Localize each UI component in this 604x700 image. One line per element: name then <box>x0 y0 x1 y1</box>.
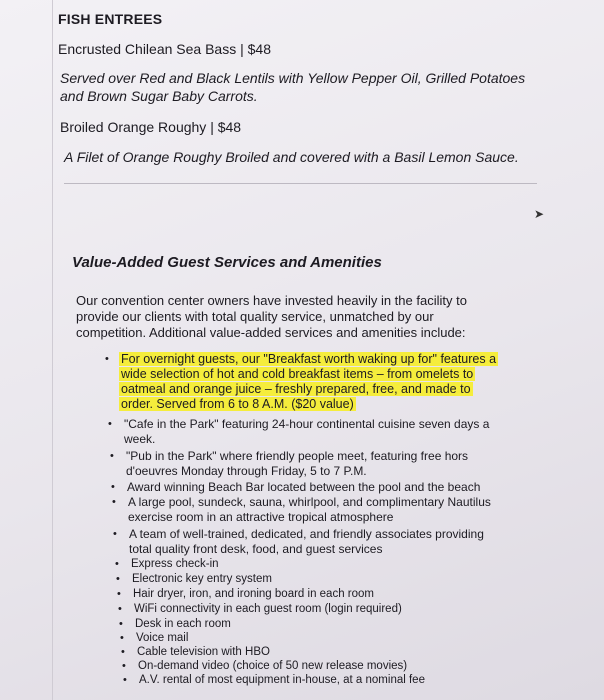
bullet-icon: • <box>118 603 122 615</box>
services-title: Value-Added Guest Services and Amenities <box>72 254 382 271</box>
description-line: Served over Red and Black Lentils with Yellow Pepper Oil, Grilled Potatoes <box>60 70 526 86</box>
amenity-item-hair-dryer: • Hair dryer, iron, and ironing board in each room <box>117 588 374 600</box>
dish-name-orange-roughy: Broiled Orange Roughy | $48 <box>60 119 242 135</box>
amenity-item-cafe: • "Cafe in the Park" featuring 24-hour continental cuisine seven days a week. <box>108 417 490 446</box>
amenity-item-team: • A team of well-trained, dedicated, and friendly associates providing total quality front desk, food, and guest services <box>113 527 484 556</box>
bullet-icon: • <box>117 588 121 600</box>
bullet-icon: • <box>121 646 125 658</box>
bullet-icon: • <box>111 481 115 493</box>
amenity-item-check-in: • Express check-in <box>115 558 219 570</box>
bullet-icon: • <box>108 418 112 430</box>
amenity-item-av-rental: • A.V. rental of most equipment in-house, at a nominal fee <box>123 674 425 686</box>
dish-name-sea-bass: Encrusted Chilean Sea Bass | $48 <box>58 41 271 57</box>
highlighted-text: wide selection of hot and cold breakfast items – from omelets to <box>121 367 474 381</box>
intro-line: provide our clients with total quality service, unmatched by our <box>76 309 434 324</box>
intro-line: Our convention center owners have invested heavily in the facility to <box>76 293 467 308</box>
amenity-item-voice-mail: • Voice mail <box>120 632 189 644</box>
highlighted-text: oatmeal and orange juice – freshly prepared, free, and made to <box>121 382 471 396</box>
bullet-icon: • <box>119 618 123 630</box>
highlighted-text: For overnight guests, our "Breakfast worth waking up for" features a <box>121 352 497 366</box>
bullet-icon: • <box>116 573 120 585</box>
description-line: and Brown Sugar Baby Carrots. <box>60 88 258 104</box>
amenity-item-wifi: • WiFi connectivity in each guest room (login required) <box>118 603 402 615</box>
highlighted-text: order. Served from 6 to 8 A.M. ($20 value) <box>121 397 354 411</box>
amenity-item-desk: • Desk in each room <box>119 618 231 630</box>
intro-line: competition. Additional value-added services and amenities include: <box>76 325 466 340</box>
amenity-item-cable-tv: • Cable television with HBO <box>121 646 270 658</box>
amenity-item-pool: • A large pool, sundeck, sauna, whirlpool, and complimentary Nautilus exercise room in an attractive tropical atmosphere <box>112 495 491 524</box>
bullet-icon: • <box>122 660 126 672</box>
services-intro <box>76 293 496 341</box>
description-line: A Filet of Orange Roughy Broiled and covered with a Basil Lemon Sauce. <box>64 149 519 165</box>
bullet-icon: • <box>115 558 119 570</box>
amenity-item-beach-bar: • Award winning Beach Bar located between the pool and the beach <box>111 480 481 494</box>
amenity-item-breakfast <box>105 352 497 412</box>
amenity-item-on-demand: • On-demand video (choice of 50 new release movies) <box>122 660 408 672</box>
bullet-icon: • <box>110 450 114 462</box>
fish-entrees-heading: FISH ENTREES <box>58 11 163 27</box>
dish-description-orange-roughy <box>64 148 519 166</box>
amenity-item-pub: • "Pub in the Park" where friendly people meet, featuring free hors d'oeuvres Monday through Friday, 5 to 7 P.M. <box>110 449 469 478</box>
dish-description-sea-bass <box>60 69 525 105</box>
bullet-icon: • <box>112 496 116 508</box>
section-divider <box>64 183 537 184</box>
page-margin-rule <box>52 0 53 700</box>
bullet-icon: • <box>105 353 109 365</box>
amenity-item-key-entry: • Electronic key entry system <box>116 573 272 585</box>
bullet-icon: • <box>113 528 117 540</box>
bullet-icon: • <box>123 674 127 686</box>
mouse-cursor-icon: ➤ <box>534 207 545 221</box>
bullet-icon: • <box>120 632 124 644</box>
